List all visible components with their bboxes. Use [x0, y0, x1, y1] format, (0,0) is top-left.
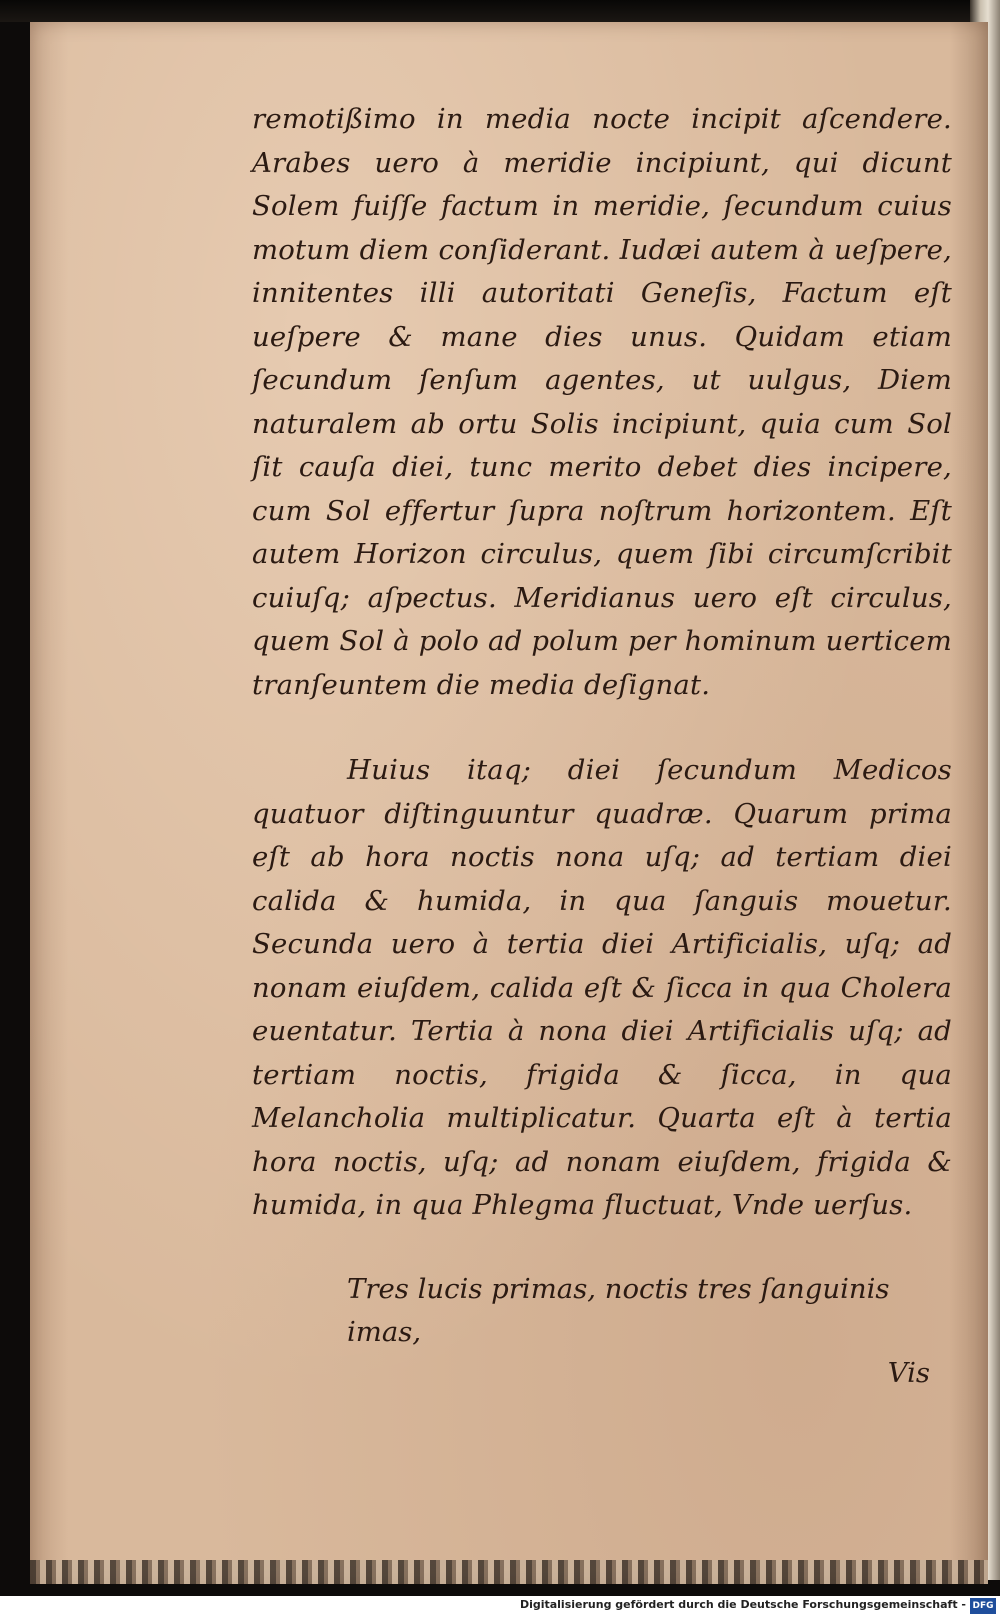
page-text-block — [252, 98, 952, 1391]
dfg-logo-icon: DFG — [970, 1598, 996, 1614]
paragraph-1: remotißimo in media nocte incipit aſcendere. Arabes uero à meridie incipiunt, qui dicunt Solem fuiſſe factum in meridie, ſecundum cuius motum diem conſiderant. Iudæi autem à ueſpere, innitentes illi autoritati Geneſis, Factum eſt ueſpere & mane dies unus. Quidam etiam ſecundum ſenſum agentes, ut uulgus, Diem naturalem ab ortu Solis incipiunt, quia cum Sol ſit cauſa diei, tunc merito debet dies incipere, cum Sol effertur ſupra noſtrum horizontem. Eſt autem Horizon circulus, quem ſibi circumſcribit cuiuſq; aſpectus. Meridianus uero eſt circulus, quem Sol à polo ad polum per hominum uerticem tranſeuntem die media deſignat. — [252, 103, 952, 701]
page-bottom-edge — [30, 1560, 988, 1584]
verse-line: Tres lucis primas, noctis tres ſanguinis imas, — [347, 1272, 890, 1348]
catchword: Vis — [887, 1356, 930, 1389]
digitization-credit: Digitalisierung gefördert durch die Deutsche Forschungsgemeinschaft - — [519, 1598, 966, 1611]
paragraph-2: Huius itaq; diei ſecundum Medicos quatuor diſtinguuntur quadræ. Quarum prima eſt ab hora noctis nona uſq; ad tertiam diei calida & humida, in qua ſanguis mouetur. Secunda uero à tertia diei Artificialis, uſq; ad nonam eiuſdem, calida eſt & ſicca in qua Cholera euentatur. Tertia à nona diei Artificialis uſq; ad tertiam noctis, frigida & ſicca, in qua Melancholia multiplicatur. Quarta eſt à tertia hora noctis, uſq; ad nonam eiuſdem, frigida & humida, in qua Phlegma fluctuat, Vnde uerſus. — [252, 754, 952, 1221]
scan-border-top — [0, 0, 1000, 22]
